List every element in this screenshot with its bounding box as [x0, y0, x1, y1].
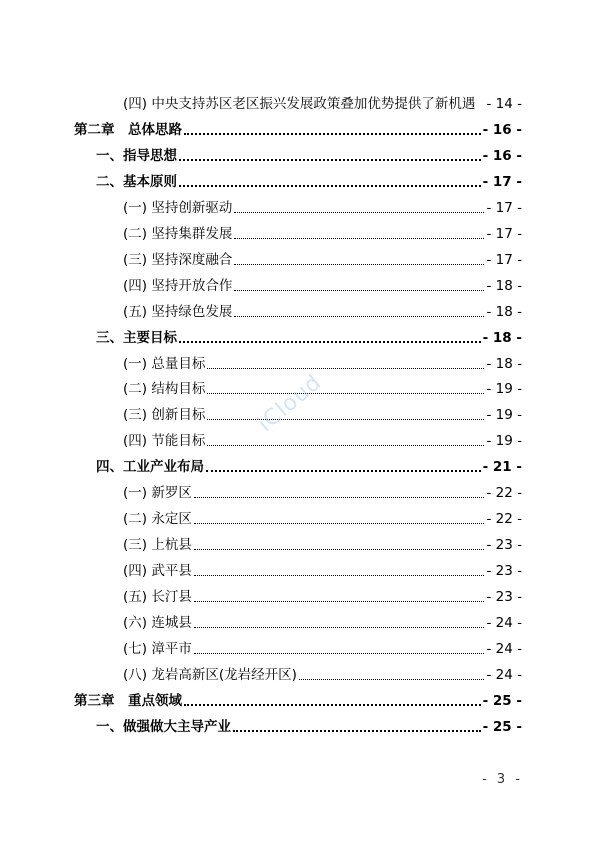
- toc-dot-leader: [194, 601, 485, 602]
- toc-dot-leader: [194, 627, 485, 628]
- toc-dot-leader: [194, 653, 485, 654]
- toc-dot-leader: [206, 470, 481, 472]
- toc-entry[interactable]: [123, 224, 522, 244]
- toc-entry[interactable]: [96, 172, 522, 192]
- toc-entry-title: (八) 龙岩高新区(龙岩经开区): [123, 666, 297, 683]
- toc-entry-title: (二) 结构目标: [123, 381, 206, 398]
- toc-entry-page: - 17 -: [486, 251, 522, 268]
- toc-entry-title: (四) 节能目标: [123, 433, 206, 450]
- toc-dot-leader: [299, 679, 485, 680]
- toc-entry-title: (一) 坚持创新驱动: [123, 199, 233, 216]
- toc-dot-leader: [233, 730, 481, 732]
- toc-entry-title: (一) 新罗区: [123, 485, 192, 502]
- toc-entry-title: (二) 坚持集群发展: [123, 225, 233, 242]
- toc-entry-page: - 16 -: [482, 147, 522, 164]
- toc-dot-leader: [194, 497, 485, 498]
- toc-entry-page: - 23 -: [486, 563, 522, 580]
- toc-entry-page: - 17 -: [482, 173, 522, 190]
- toc-entry-page: - 18 -: [486, 303, 522, 320]
- toc-entry-page: - 24 -: [486, 640, 522, 657]
- toc-entry-title: (一) 总量目标: [123, 355, 206, 372]
- toc-entry[interactable]: [74, 691, 522, 711]
- page-number: - 3 -: [482, 772, 523, 787]
- toc-entry-page: - 19 -: [486, 433, 522, 450]
- toc-entry-title: (五) 坚持绿色发展: [123, 303, 233, 320]
- toc-entry[interactable]: [123, 276, 522, 296]
- toc-entry[interactable]: [123, 483, 522, 503]
- toc-dot-leader: [234, 238, 484, 239]
- toc-entry[interactable]: [96, 457, 522, 477]
- toc-entry-page: - 23 -: [486, 537, 522, 554]
- toc-dot-leader: [194, 549, 485, 550]
- toc-dot-leader: [207, 368, 484, 369]
- toc-dot-leader: [234, 264, 484, 265]
- toc-dot-leader: [179, 185, 481, 187]
- toc-entry-title: (三) 坚持深度融合: [123, 251, 233, 268]
- toc-entry-page: - 22 -: [486, 511, 522, 528]
- toc-entry[interactable]: [123, 302, 522, 322]
- toc-entry-page: - 19 -: [486, 381, 522, 398]
- toc-dot-leader: [207, 445, 484, 446]
- toc-dot-leader: [184, 704, 481, 706]
- toc-entry[interactable]: [123, 509, 522, 529]
- toc-entry[interactable]: [123, 613, 522, 633]
- toc-entry-title: (三) 上杭县: [123, 537, 192, 554]
- toc-dot-leader: [234, 316, 484, 317]
- toc-entry[interactable]: [96, 717, 522, 737]
- toc-entry-title: 二、基本原则: [96, 173, 177, 190]
- toc-entry-page: - 18 -: [482, 329, 522, 346]
- toc-entry-title: (四) 中央支持苏区老区振兴发展政策叠加优势提供了新机遇: [123, 96, 476, 112]
- toc-entry-page: - 19 -: [486, 407, 522, 424]
- toc-entry[interactable]: [96, 328, 522, 348]
- toc-entry-page: - 21 -: [482, 459, 522, 476]
- toc-entry-title: (四) 坚持开放合作: [123, 277, 233, 294]
- toc-entry-title: 第二章 总体思路: [74, 121, 182, 138]
- toc-entry[interactable]: [123, 198, 522, 218]
- toc-dot-leader: [184, 133, 481, 135]
- toc-entry-page: - 17 -: [486, 199, 522, 216]
- toc-entry[interactable]: [123, 561, 522, 581]
- toc-entry[interactable]: [123, 587, 522, 607]
- toc-entry-page: - 18 -: [486, 355, 522, 372]
- watermark-text: iCloud: [253, 369, 327, 438]
- toc-entry-title: (六) 连城县: [123, 615, 192, 631]
- toc-entry-title: (五) 长汀县: [123, 589, 192, 606]
- toc-dot-leader: [234, 212, 484, 213]
- toc-entry[interactable]: [123, 535, 522, 555]
- toc-entry-title: (三) 创新目标: [123, 407, 206, 424]
- toc-entry-page: - 24 -: [486, 666, 522, 683]
- toc-entry-page: - 23 -: [486, 589, 522, 606]
- toc-entry-title: 三、主要目标: [96, 329, 177, 346]
- toc-entry[interactable]: [123, 639, 522, 659]
- toc-entry-page: - 24 -: [486, 615, 522, 631]
- toc-entry-title: (二) 永定区: [123, 511, 192, 528]
- toc-entry-title: 四、工业产业布局: [96, 459, 204, 476]
- toc-entry-title: 第三章 重点领域: [74, 692, 182, 709]
- toc-dot-leader: [179, 159, 481, 161]
- toc-entry-page: - 22 -: [486, 485, 522, 502]
- toc-entry-page: - 18 -: [486, 277, 522, 294]
- toc-entry-page: - 25 -: [482, 718, 522, 735]
- toc-entry-page: - 16 -: [482, 121, 522, 138]
- toc-entry[interactable]: [123, 665, 522, 685]
- toc-entry[interactable]: [74, 120, 522, 140]
- toc-entry-title: (四) 武平县: [123, 563, 192, 580]
- toc-entry-title: 一、做强做大主导产业: [96, 718, 231, 735]
- toc-entry[interactable]: [123, 94, 522, 114]
- toc-entry-title: (七) 漳平市: [123, 640, 192, 657]
- toc-entry-page: - 14 -: [486, 96, 522, 112]
- toc-dot-leader: [234, 290, 484, 291]
- toc-dot-leader: [207, 419, 484, 420]
- toc-entry[interactable]: [123, 250, 522, 270]
- toc-entry-title: 一、指导思想: [96, 147, 177, 164]
- toc-dot-leader: [194, 523, 485, 524]
- toc-entry[interactable]: [96, 146, 522, 166]
- toc-entry-page: - 25 -: [482, 692, 522, 709]
- toc-dot-leader: [194, 575, 485, 576]
- toc-dot-leader: [179, 341, 481, 343]
- toc-entry-page: - 17 -: [486, 225, 522, 242]
